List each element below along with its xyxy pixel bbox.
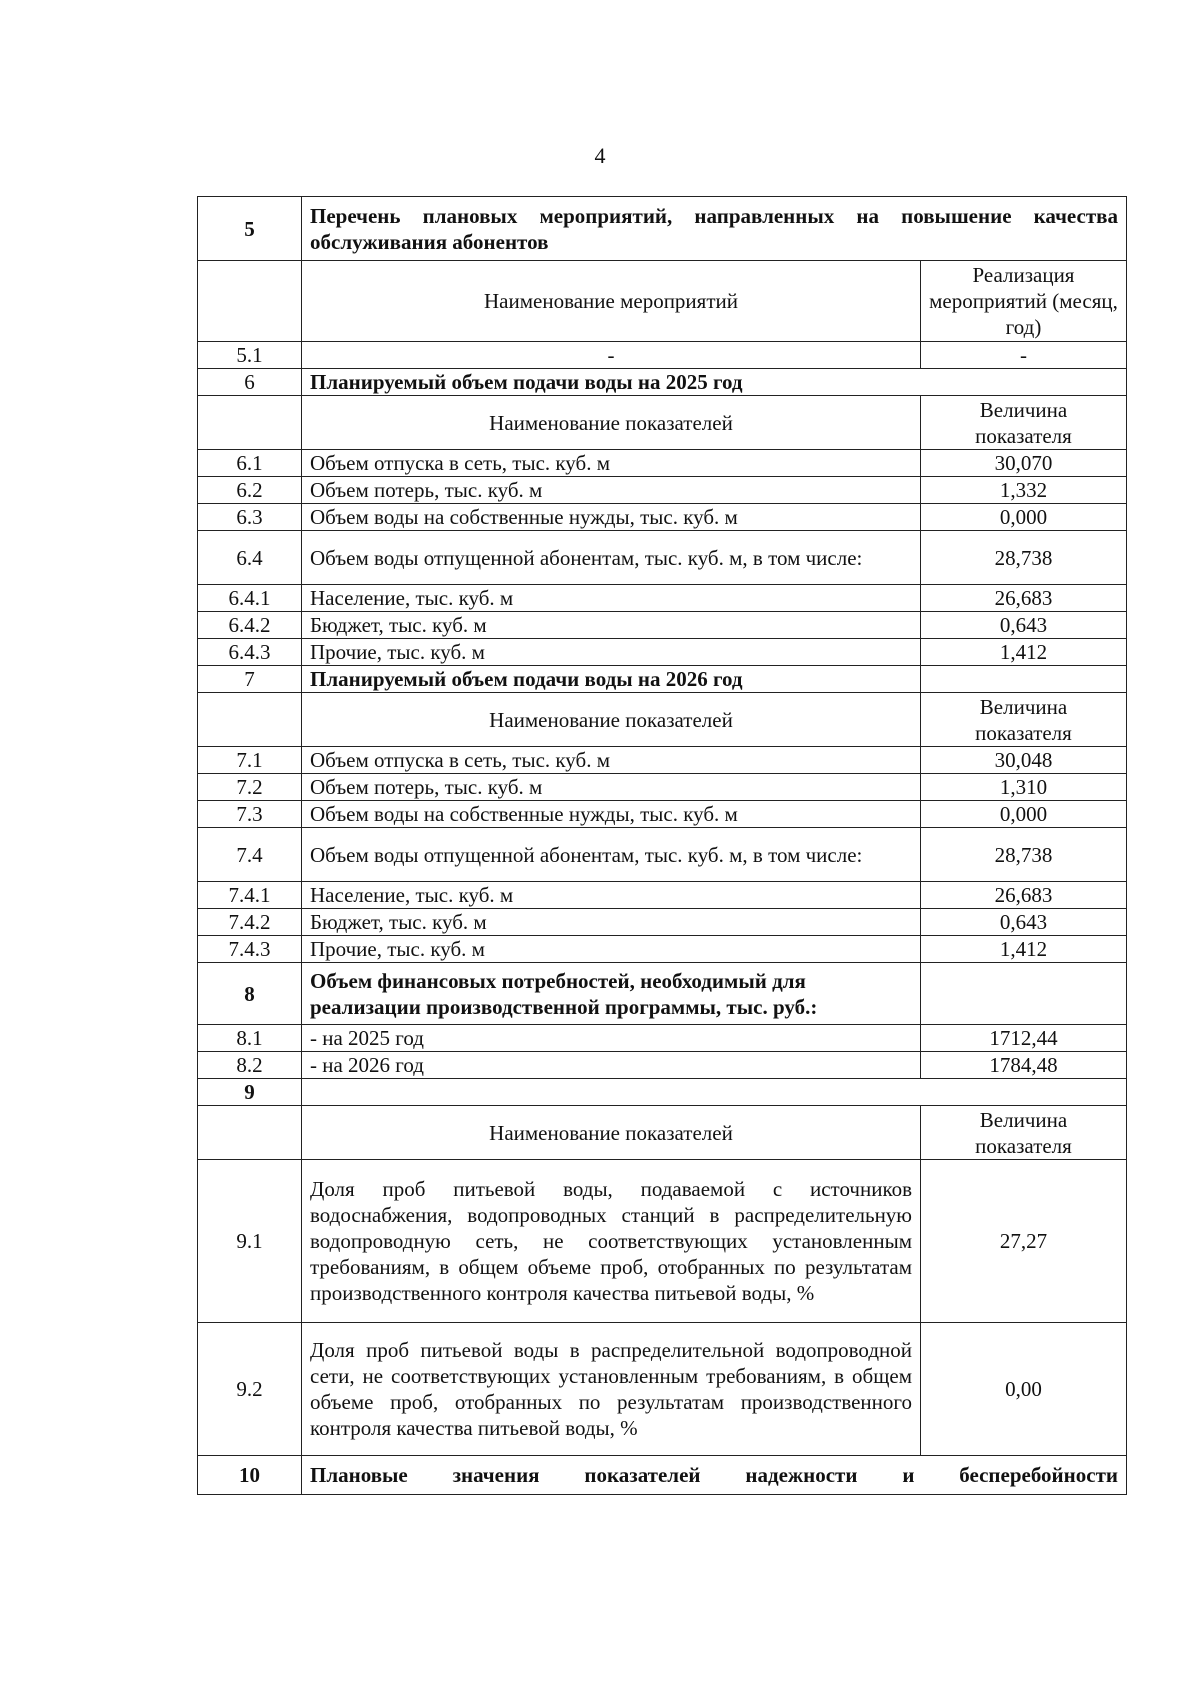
row-number: 6.4 — [198, 531, 302, 585]
row-value: 1,412 — [921, 639, 1127, 666]
row-number: 8.1 — [198, 1025, 302, 1052]
row-name: - — [302, 342, 921, 369]
row-value: 27,27 — [921, 1160, 1127, 1323]
row-value: 30,048 — [921, 747, 1127, 774]
table-row — [198, 882, 1127, 909]
table-row — [198, 801, 1127, 828]
column-header-value: Величина показателя — [921, 396, 1127, 450]
row-number: 6.4.3 — [198, 639, 302, 666]
section-number: 8 — [198, 963, 302, 1025]
row-name: - на 2025 год — [302, 1025, 921, 1052]
row-value: 26,683 — [921, 585, 1127, 612]
row-name: Доля проб питьевой воды в распределительной водопроводной сети, не соответствующих установленным требованиям, в общем объеме проб, отобранных по результатам производственного контроля качества питьевой воды, % — [302, 1323, 921, 1456]
table-row — [198, 828, 1127, 882]
row-value: - — [921, 342, 1127, 369]
row-name: Население, тыс. куб. м — [302, 585, 921, 612]
production-program-table — [197, 196, 1127, 1495]
row-number: 8.2 — [198, 1052, 302, 1079]
table-row — [198, 612, 1127, 639]
column-header-row — [198, 396, 1127, 450]
table-row — [198, 450, 1127, 477]
row-value: 1,412 — [921, 936, 1127, 963]
row-name: Объем воды отпущенной абонентам, тыс. куб. м, в том числе: — [302, 828, 921, 882]
row-name: Объем потерь, тыс. куб. м — [302, 477, 921, 504]
row-number: 6.2 — [198, 477, 302, 504]
empty-cell — [198, 261, 302, 342]
section-7-header-row — [198, 666, 1127, 693]
row-value: 28,738 — [921, 828, 1127, 882]
section-title: Планируемый объем подачи воды на 2026 год — [302, 666, 921, 693]
section-title: Планируемый объем подачи воды на 2025 год — [302, 369, 1127, 396]
section-number: 7 — [198, 666, 302, 693]
section-9-header-row — [198, 1079, 1127, 1106]
column-header-row — [198, 693, 1127, 747]
section-number: 10 — [198, 1456, 302, 1495]
table-row — [198, 1052, 1127, 1079]
row-value: 0,000 — [921, 504, 1127, 531]
row-value: 0,000 — [921, 801, 1127, 828]
row-value: 1,332 — [921, 477, 1127, 504]
empty-cell — [198, 1106, 302, 1160]
row-value: 0,643 — [921, 909, 1127, 936]
column-header-name: Наименование мероприятий — [302, 261, 921, 342]
section-title: Перечень плановых мероприятий, направленных на повышение качества обслуживания абонентов — [302, 197, 1127, 261]
row-number: 7.3 — [198, 801, 302, 828]
row-number: 7.4.1 — [198, 882, 302, 909]
row-value: 1,310 — [921, 774, 1127, 801]
row-number: 6.3 — [198, 504, 302, 531]
row-name: Объем отпуска в сеть, тыс. куб. м — [302, 450, 921, 477]
row-number: 7.4.2 — [198, 909, 302, 936]
row-name: Объем потерь, тыс. куб. м — [302, 774, 921, 801]
table-row — [198, 747, 1127, 774]
row-value: 26,683 — [921, 882, 1127, 909]
section-number: 6 — [198, 369, 302, 396]
row-name: Объем воды на собственные нужды, тыс. куб. м — [302, 801, 921, 828]
table-row — [198, 1160, 1127, 1323]
section-title: Плановые значения показателей надежности и бесперебойности — [302, 1456, 1127, 1495]
row-name: Объем воды на собственные нужды, тыс. куб. м — [302, 504, 921, 531]
row-number: 6.4.1 — [198, 585, 302, 612]
column-header-value: Величина показателя — [921, 693, 1127, 747]
row-number: 7.4 — [198, 828, 302, 882]
table-row — [198, 774, 1127, 801]
table-row — [198, 936, 1127, 963]
row-number: 9.2 — [198, 1323, 302, 1456]
row-name: Прочие, тыс. куб. м — [302, 639, 921, 666]
row-number: 9.1 — [198, 1160, 302, 1323]
row-name: Бюджет, тыс. куб. м — [302, 909, 921, 936]
row-value: 0,00 — [921, 1323, 1127, 1456]
column-header-row — [198, 261, 1127, 342]
table-row — [198, 504, 1127, 531]
section-title — [302, 1079, 1127, 1106]
table-row — [198, 909, 1127, 936]
empty-cell — [198, 396, 302, 450]
section-5-header-row — [198, 197, 1127, 261]
column-header-name: Наименование показателей — [302, 396, 921, 450]
column-header-name: Наименование показателей — [302, 1106, 921, 1160]
column-header-value: Реализация мероприятий (месяц, год) — [921, 261, 1127, 342]
section-6-header-row — [198, 369, 1127, 396]
row-value: 30,070 — [921, 450, 1127, 477]
row-number: 6.1 — [198, 450, 302, 477]
row-name: Прочие, тыс. куб. м — [302, 936, 921, 963]
section-title: Объем финансовых потребностей, необходимый для реализации производственной программы, тыс. руб.: — [302, 963, 921, 1025]
row-name: Доля проб питьевой воды, подаваемой с источников водоснабжения, водопроводных станций в распределительную водопроводную сеть, не соответствующих установленным требованиям, в общем объеме проб, отобранных по результатам производственного контроля качества питьевой воды, % — [302, 1160, 921, 1323]
empty-cell — [921, 666, 1127, 693]
section-number: 9 — [198, 1079, 302, 1106]
row-number: 6.4.2 — [198, 612, 302, 639]
row-value: 1784,48 — [921, 1052, 1127, 1079]
row-name: Бюджет, тыс. куб. м — [302, 612, 921, 639]
empty-cell — [921, 963, 1127, 1025]
row-number: 7.2 — [198, 774, 302, 801]
row-number: 7.1 — [198, 747, 302, 774]
row-name: Население, тыс. куб. м — [302, 882, 921, 909]
row-value: 1712,44 — [921, 1025, 1127, 1052]
row-number: 5.1 — [198, 342, 302, 369]
column-header-row — [198, 1106, 1127, 1160]
section-10-header-row — [198, 1456, 1127, 1495]
row-value: 28,738 — [921, 531, 1127, 585]
table-row — [198, 639, 1127, 666]
empty-cell — [198, 693, 302, 747]
table-row — [198, 1025, 1127, 1052]
table-row — [198, 342, 1127, 369]
row-name: Объем воды отпущенной абонентам, тыс. куб. м, в том числе: — [302, 531, 921, 585]
row-name: - на 2026 год — [302, 1052, 921, 1079]
table-row — [198, 1323, 1127, 1456]
column-header-value: Величина показателя — [921, 1106, 1127, 1160]
table-row — [198, 531, 1127, 585]
page-number: 4 — [594, 143, 606, 168]
row-number: 7.4.3 — [198, 936, 302, 963]
section-number: 5 — [198, 197, 302, 261]
table-row — [198, 585, 1127, 612]
table-row — [198, 477, 1127, 504]
row-value: 0,643 — [921, 612, 1127, 639]
row-name: Объем отпуска в сеть, тыс. куб. м — [302, 747, 921, 774]
section-8-header-row — [198, 963, 1127, 1025]
column-header-name: Наименование показателей — [302, 693, 921, 747]
